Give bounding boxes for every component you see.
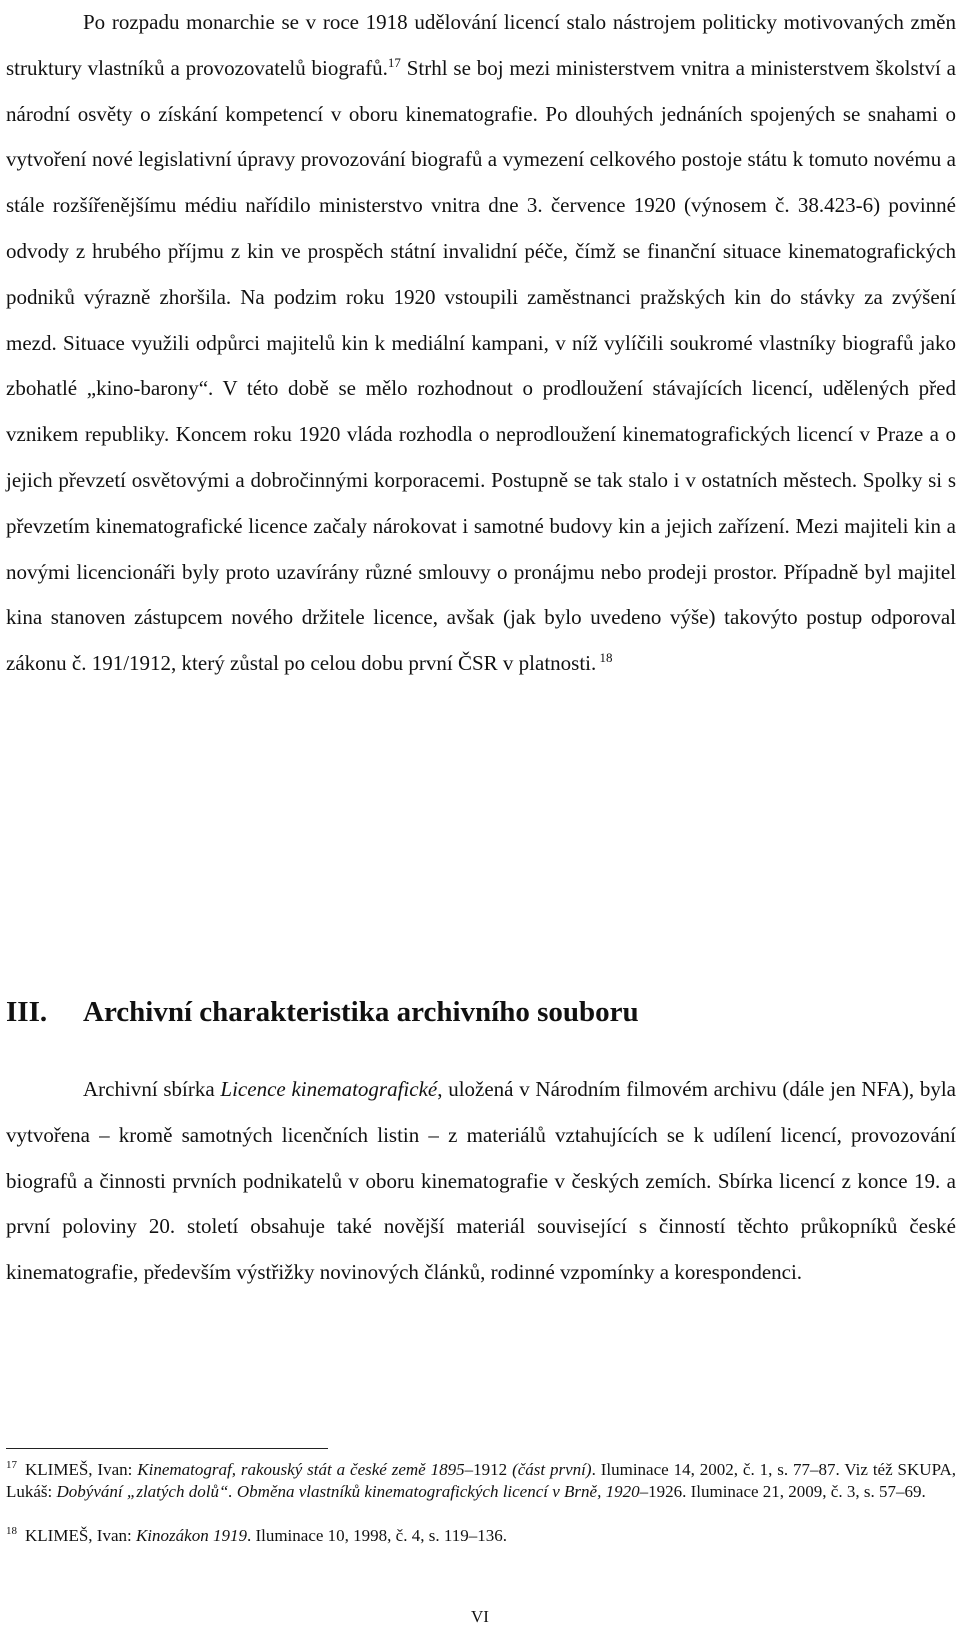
footnote-italic: (část první) — [512, 1460, 592, 1479]
footnote-text: –1926. Iluminace 21, 2009, č. 3, s. 57–69. — [639, 1482, 926, 1501]
footnote-italic: Kinozákon 1919 — [135, 1526, 247, 1545]
collection-title: Licence kinematografické — [220, 1077, 438, 1101]
footnote-reference[interactable]: 18 — [596, 650, 613, 666]
page-number: VI — [471, 1607, 489, 1626]
footnote-17 — [6, 1459, 956, 1503]
paragraph-text: Archivní sbírka — [83, 1077, 221, 1101]
footnote-18 — [6, 1525, 956, 1547]
footnote-text: KLIMEŠ, Ivan: — [25, 1460, 138, 1479]
section-title: Archivní charakteristika archivního souboru — [83, 996, 639, 1028]
paragraph-text: , uložená v Národním filmovém archivu (dále jen NFA), byla vytvořena – kromě samotných licenčních listin – z materiálů vztahujících se k udílení licencí, provozování biografů a činnosti prvních podnikatelů v oboru kinematografie v českých zemích. Sbírka licencí z konce 19. a první poloviny 20. století obsahuje také novější materiál související s činností těchto průkopníků české kinematografie, především výstřižky novinových článků, rodinné vzpomínky a korespondenci. — [6, 1077, 956, 1285]
footnote-text: . Iluminace 14, 2002, č. 1, s. 77–87. Viz též SKUPA, Lukáš: — [6, 1460, 956, 1501]
footnote-mark: 18 — [6, 1525, 17, 1538]
footnote-text: KLIMEŠ, Ivan: — [25, 1526, 136, 1545]
body-paragraph — [6, 1067, 956, 1296]
body-paragraph — [6, 0, 956, 687]
footnote-text: . Iluminace 10, 1998, č. 4, s. 119–136. — [246, 1526, 507, 1545]
footnote-separator — [6, 1448, 328, 1449]
footnote-italic: Kinematograf, rakouský stát a české země 1895 — [137, 1460, 465, 1479]
footnote-italic: Dobývání „zlatých dolů“. Obměna vlastníků kinematografických licencí v Brně, 1920 — [56, 1482, 640, 1501]
footnote-mark: 17 — [6, 1459, 17, 1472]
paragraph-text: Strhl se boj mezi ministerstvem vnitra a ministerstvem školství a národní osvěty o získání kompetencí v oboru kinematografie. Po dlouhých jednáních spojených se snahami o vytvoření nové legislativní úpravy provozování biografů a vymezení celkového postoje státu k tomuto novému a stále rozšířenějšímu médiu nařídilo ministerstvo vnitra dne 3. července 1920 (výnosem č. 38.423-6) povinné odvody z hrubého příjmu z kin ve prospěch státní invalidní péče, čímž se finanční situace kinematografických podniků výrazně zhoršila. Na podzim roku 1920 vstoupili zaměstnanci pražských kin do stávky za zvýšení mezd. Situace využili odpůrci majitelů kin k mediální kampani, v níž vylíčili soukromé vlastníky biografů jako zbohatlé „kino-barony“. V této době se mělo rozhodnout o prodloužení stávajících licencí, udělených před vznikem republiky. Koncem roku 1920 vláda rozhodla o neprodloužení kinematografických licencí v Praze a o jejich převzetí osvětovými a dobročinnými korporacemi. Postupně se tak stalo i v ostatních městech. Spolky si s převzetím kinematografické licence začaly nárokovat i samotné budovy kin a jejich zařízení. Mezi majiteli kin a novými licencionáři byly proto uzavírány různé smlouvy o pronájmu nebo prodeji prostor. Případně byl majitel kina stanoven zástupcem nového držitele licence, avšak (jak bylo uvedeno výše) takovýto postup odporoval zákonu č. 191/1912, který zůstal po celou dobu první ČSR v platnosti. — [6, 55, 956, 676]
footnote-reference[interactable]: 17 — [387, 54, 401, 70]
section-heading — [6, 992, 639, 1032]
footnote-text: –1912 — [464, 1460, 513, 1479]
paragraph-text: Po rozpadu monarchie se v roce 1918 udělování licencí stalo nástrojem politicky motivovaných změn struktury vlastníků a provozovatelů biografů. — [6, 10, 956, 80]
section-number: III. — [6, 996, 48, 1028]
